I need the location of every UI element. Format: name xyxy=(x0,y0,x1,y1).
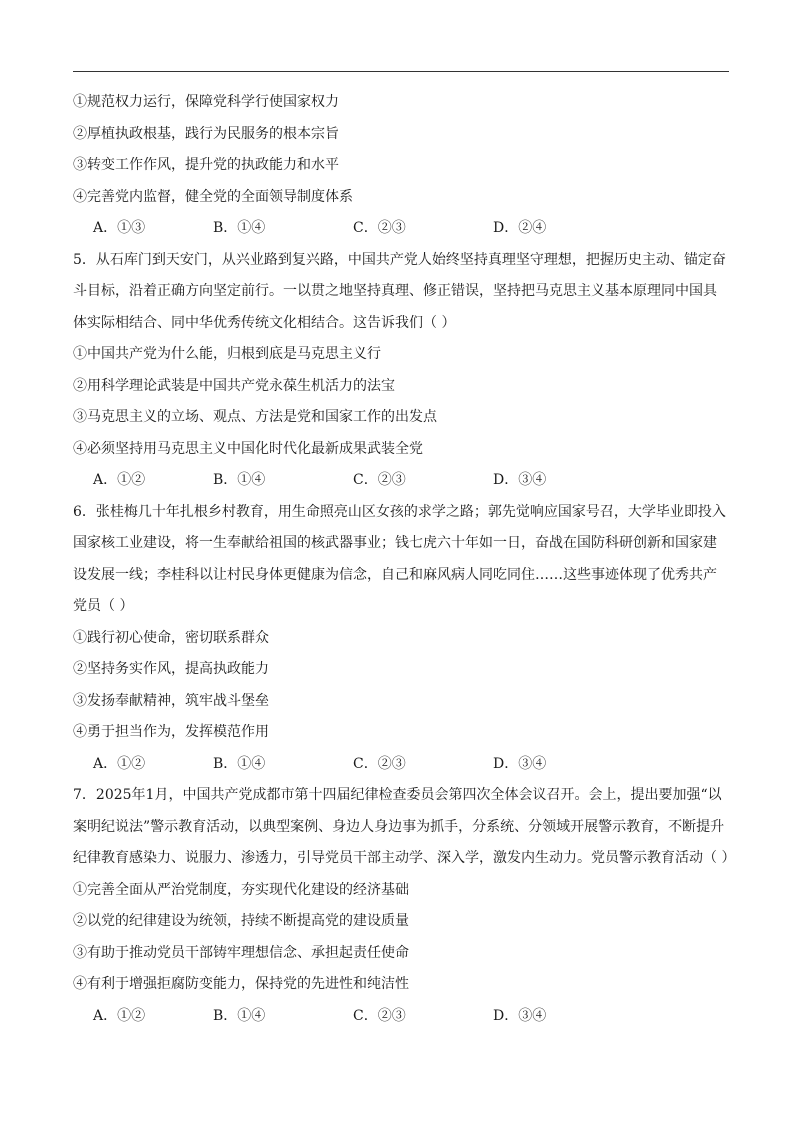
question-stem-line: 斗目标，沿着正确方向坚定前行。一以贯之地坚持真理、修正错误，坚持把马克思主义基本原理同中国具 xyxy=(73,283,717,299)
option-a[interactable]: A．①② xyxy=(93,472,146,488)
option-c[interactable]: C．②③ xyxy=(353,472,406,488)
option-d[interactable]: D．②④ xyxy=(493,220,547,236)
option-d[interactable]: D．③④ xyxy=(493,1007,547,1024)
option-b[interactable]: B．①④ xyxy=(213,1007,266,1024)
option-a[interactable]: A．①② xyxy=(93,1007,146,1024)
option-b[interactable]: B．①④ xyxy=(213,472,266,488)
statement-1: ①践行初心使命，密切联系群众 xyxy=(73,629,269,646)
statement-1: ①规范权力运行，保障党科学行使国家权力 xyxy=(73,94,339,110)
options-row xyxy=(73,470,733,490)
statement-3: ③转变工作作风，提升党的执政能力和水平 xyxy=(73,157,339,173)
statement-3: ③有助于推动党员干部铸牢理想信念、承担起责任使命 xyxy=(73,944,409,961)
option-a[interactable]: A．①③ xyxy=(93,220,146,236)
statement-2: ②厚植执政根基，践行为民服务的根本宗旨 xyxy=(73,125,339,142)
option-d[interactable]: D．③④ xyxy=(493,472,547,488)
header-rule xyxy=(73,71,729,72)
statement-2: ②坚持务实作风，提高执政能力 xyxy=(73,661,269,677)
option-c[interactable]: C．②③ xyxy=(353,220,406,236)
question-5 xyxy=(73,250,733,491)
question-stem-line: 党员（ ） xyxy=(73,598,134,614)
question-stem-line: 国家核工业建设，将一生奉献给祖国的核武器事业；钱七虎六十年如一日，奋战在国防科研创新和国家建 xyxy=(73,535,717,551)
question-stem-line: 体实际相结合、同中华优秀传统文化相结合。这告诉我们（ ） xyxy=(73,314,456,331)
question-stem-line: 设发展一线；李桂科以让村民身体更健康为信念，自己和麻风病人同吃同住……这些事迹体现了优秀共产 xyxy=(73,566,717,583)
statement-4: ④有利于增强拒腐防变能力，保持党的先进性和纯洁性 xyxy=(73,976,409,992)
statement-3: ③马克思主义的立场、观点、方法是党和国家工作的出发点 xyxy=(73,409,437,425)
exam-content xyxy=(73,92,736,1037)
question-4 xyxy=(73,92,733,238)
question-stem-line: 5．从石库门到天安门，从兴业路到复兴路，中国共产党人始终坚持真理坚守理想，把握历史主动、锚定奋 xyxy=(73,251,726,268)
option-c[interactable]: C．②③ xyxy=(353,755,406,772)
question-stem-line: 案明纪说法”警示教育活动，以典型案例、身边人身边事为抓手，分系统、分领域开展警示教育，不断提升 xyxy=(73,818,725,835)
options-row xyxy=(73,754,733,774)
option-c[interactable]: C．②③ xyxy=(353,1007,406,1024)
question-stem-line: 纪律教育感染力、说服力、渗透力，引导党员干部主动学、深入学，激发内生动力。党员警示教育活动（ ） xyxy=(73,850,736,866)
statement-4: ④完善党内监督，健全党的全面领导制度体系 xyxy=(73,188,353,205)
question-stem-line: 7．2025年1月，中国共产党成都市第十四届纪律检查委员会第四次全体会议召开。会上，提出要加强“以 xyxy=(73,787,722,803)
option-b[interactable]: B．①④ xyxy=(213,220,266,236)
statement-4: ④必须坚持用马克思主义中国化时代化最新成果武装全党 xyxy=(73,440,423,457)
statement-4: ④勇于担当作为，发挥模范作用 xyxy=(73,724,269,740)
statement-1: ①中国共产党为什么能，归根到底是马克思主义行 xyxy=(73,346,381,362)
question-stem-line: 6．张桂梅几十年扎根乡村教育，用生命照亮山区女孩的求学之路；郭先觉响应国家号召，大学毕业即投入 xyxy=(73,503,726,520)
statement-2: ②以党的纪律建设为统领，持续不断提高党的建设质量 xyxy=(73,913,409,929)
option-a[interactable]: A．①② xyxy=(93,755,146,772)
question-7 xyxy=(73,785,736,1026)
options-row xyxy=(73,1006,733,1026)
statement-3: ③发扬奉献精神，筑牢战斗堡垒 xyxy=(73,692,269,709)
statement-2: ②用科学理论武装是中国共产党永葆生机活力的法宝 xyxy=(73,377,395,394)
option-b[interactable]: B．①④ xyxy=(213,755,266,772)
statement-1: ①完善全面从严治党制度，夯实现代化建设的经济基础 xyxy=(73,881,409,898)
option-d[interactable]: D．③④ xyxy=(493,755,547,772)
options-row xyxy=(73,218,733,238)
question-6 xyxy=(73,502,733,774)
